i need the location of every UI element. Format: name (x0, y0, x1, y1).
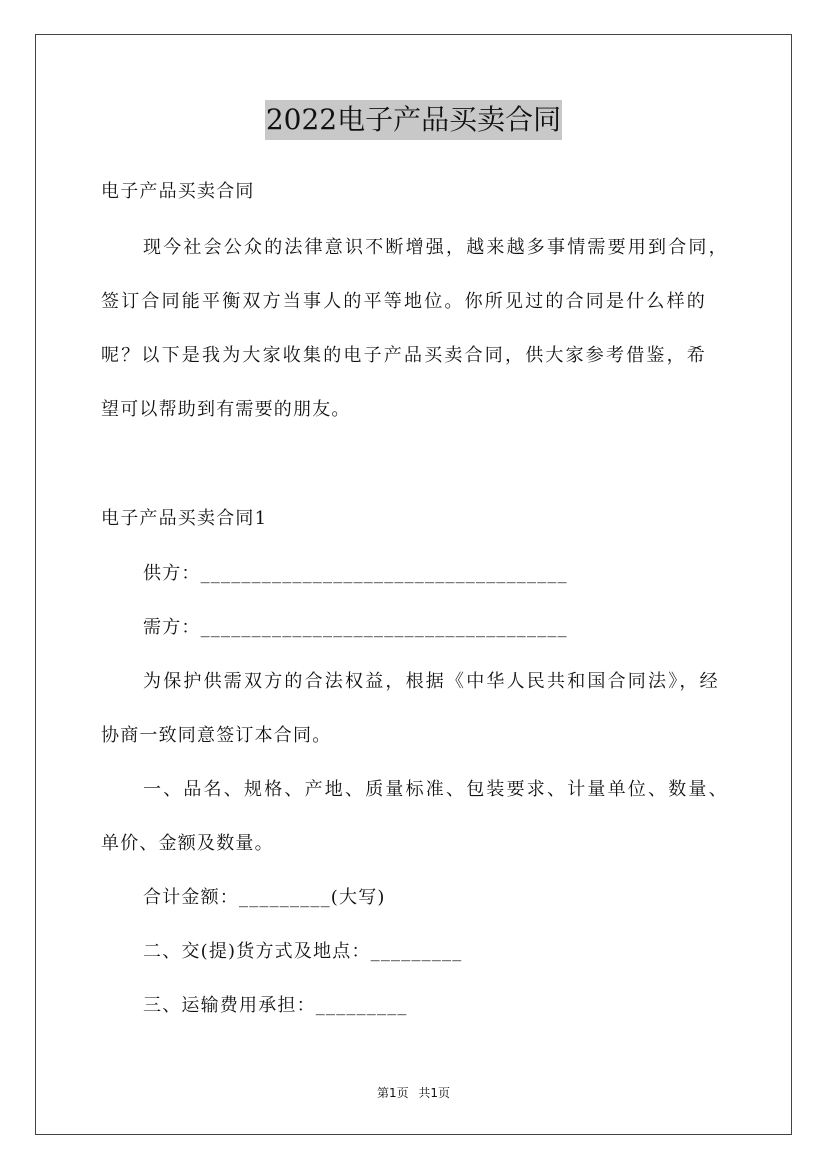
page-number-total: 共1页 (418, 1086, 451, 1100)
total-amount-field[interactable]: 合计金额：_________(大写) (143, 887, 386, 908)
page-footer (0, 1084, 827, 1101)
intro-line-1[interactable]: 现今社会公众的法律意识不断增强，越来越多事情需要用到合同， (143, 237, 729, 258)
title-container (0, 100, 827, 140)
transport-field[interactable]: 三、运输费用承担：_________ (143, 995, 408, 1016)
item1-line-2[interactable]: 单价、金额及数量。 (101, 833, 274, 854)
protect-line-2[interactable]: 协商一致同意签订本合同。 (101, 725, 332, 746)
intro-line-4[interactable]: 望可以帮助到有需要的朋友。 (101, 399, 351, 420)
item1-line-1[interactable]: 一、品名、规格、产地、质量标准、包装要求、计量单位、数量、 (143, 779, 729, 800)
buyer-field[interactable]: 需方：____________________________________ (143, 617, 568, 638)
intro-line-2[interactable]: 签订合同能平衡双方当事人的平等地位。你所见过的合同是什么样的 (101, 291, 707, 312)
protect-line-1[interactable]: 为保护供需双方的合法权益，根据《中华人民共和国合同法》，经 (143, 671, 720, 692)
delivery-field[interactable]: 二、交(提)货方式及地点：_________ (143, 941, 463, 962)
document-subtitle[interactable]: 电子产品买卖合同 (101, 181, 255, 202)
section-heading[interactable]: 电子产品买卖合同1 (101, 508, 268, 529)
supplier-field[interactable]: 供方：____________________________________ (143, 563, 568, 584)
intro-line-3[interactable]: 呢？以下是我为大家收集的电子产品买卖合同，供大家参考借鉴，希 (101, 345, 707, 366)
document-title[interactable]: 2022电子产品买卖合同 (265, 100, 562, 140)
page-number-current: 第1页 (376, 1086, 409, 1100)
